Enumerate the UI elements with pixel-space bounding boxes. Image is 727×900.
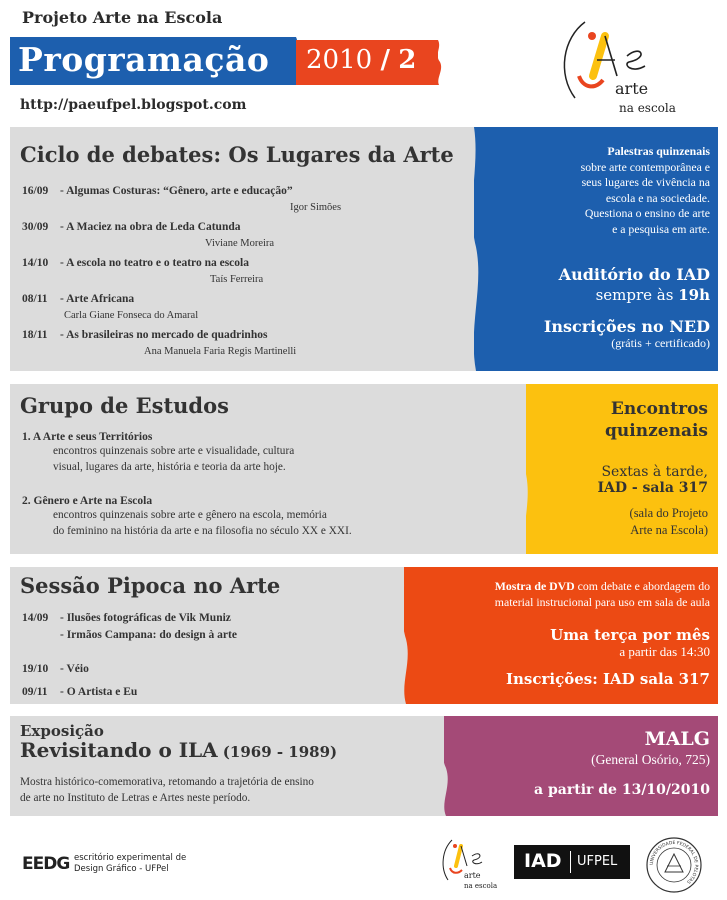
pipoca-event xyxy=(22,686,402,703)
ciclo-side-line: e a pesquisa em arte. xyxy=(612,221,710,236)
ciclo-side-line: Questiona o ensino de arte xyxy=(584,206,710,220)
expo-date: a partir de 13/10/2010 xyxy=(534,782,710,798)
grupo-item-title: 1. A Arte e seus Territórios xyxy=(22,431,153,443)
pipoca-side-line1 xyxy=(418,578,710,594)
expo-title-line xyxy=(20,738,337,762)
event-date: 14/09 xyxy=(22,612,49,624)
ciclo-event xyxy=(22,257,472,293)
iad-text: IAD xyxy=(524,850,562,872)
pipoca-freq: Uma terça por mês xyxy=(550,626,710,644)
event-title: - Ilusões fotográficas de Vik Muniz xyxy=(60,612,231,624)
grupo-side-text xyxy=(540,398,708,539)
ciclo-signup-note: (grátis + certificado) xyxy=(611,336,710,350)
grupo-side-note1: (sala do Projeto xyxy=(629,506,708,520)
project-name: Projeto Arte na Escola xyxy=(22,8,223,27)
footer-logo-na-escola: na escola xyxy=(464,882,498,890)
grupo-wave xyxy=(512,384,536,554)
year-banner-wave xyxy=(432,40,446,85)
year-value: 2010 xyxy=(306,45,373,75)
event-title: - A escola no teatro e o teatro na escola xyxy=(60,257,249,269)
blog-url-link[interactable]: http://paeufpel.blogspot.com xyxy=(20,97,247,113)
grupo-item xyxy=(22,495,512,539)
ciclo-side-line: sobre arte contemporânea e xyxy=(580,159,710,174)
ciclo-event xyxy=(22,329,472,365)
arte-na-escola-logo xyxy=(545,14,700,124)
event-date: 16/09 xyxy=(22,185,49,197)
event-date: 14/10 xyxy=(22,257,49,269)
grupo-item-line: visual, lugares da arte, história e teoria da arte hoje. xyxy=(53,461,286,473)
ciclo-time-prefix: sempre às xyxy=(595,286,674,304)
ciclo-time-line xyxy=(488,286,710,304)
pipoca-event xyxy=(22,663,402,686)
event-speaker: Carla Giane Fonseca do Amaral xyxy=(64,310,199,321)
event-date: 30/09 xyxy=(22,221,49,233)
pipoca-signup: Inscrições: IAD sala 317 xyxy=(506,670,710,688)
grupo-side-when: Sextas à tarde, xyxy=(601,464,708,480)
pipoca-event xyxy=(22,629,402,663)
expo-years: (1969 - 1989) xyxy=(222,743,338,761)
ufpel-text: UFPEL xyxy=(577,854,618,869)
event-title: - Arte Africana xyxy=(60,293,135,305)
ciclo-event xyxy=(22,221,472,257)
expo-address: (General Osório, 725) xyxy=(591,752,710,767)
pipoca-side-bold: Mostra de DVD xyxy=(494,579,575,593)
grupo-item-line: encontros quinzenais sobre arte e visualidade, cultura xyxy=(53,445,295,457)
pipoca-side-line2: material instrucional para uso em sala de aula xyxy=(494,595,710,609)
ciclo-title: Ciclo de debates: Os Lugares da Arte xyxy=(20,142,454,167)
grupo-item-line: encontros quinzenais sobre arte e gênero na escola, memória xyxy=(53,509,327,521)
logo-text-na-escola: na escola xyxy=(619,101,676,115)
ciclo-time: 19h xyxy=(678,286,710,304)
ciclo-venue: Auditório do IAD xyxy=(558,265,710,284)
grupo-item-line: do feminino na história da arte e na filosofia no século XX e XXI. xyxy=(53,525,352,537)
pipoca-side-schedule xyxy=(418,626,710,688)
event-title: - O Artista e Eu xyxy=(60,686,138,698)
pipoca-event-list xyxy=(22,612,402,703)
event-speaker: Taís Ferreira xyxy=(210,274,264,285)
grupo-side-note2: Arte na Escola) xyxy=(630,523,708,537)
footer-logo-arte: arte xyxy=(464,871,481,880)
ciclo-venue-block xyxy=(488,265,710,351)
grupo-side-where: IAD - sala 317 xyxy=(597,480,708,496)
expo-desc-line: de arte no Instituto de Letras e Artes neste período. xyxy=(20,792,251,804)
event-date: 18/11 xyxy=(22,329,48,341)
ciclo-event xyxy=(22,293,472,329)
expo-wave xyxy=(432,716,456,816)
eedg-line2: Design Gráfico - UFPel xyxy=(74,864,169,874)
event-speaker: Viviane Moreira xyxy=(205,238,275,249)
event-title: - A Maciez na obra de Leda Catunda xyxy=(60,221,241,233)
expo-venue: MALG xyxy=(644,728,710,750)
pipoca-event xyxy=(22,612,402,629)
event-title: - Irmãos Campana: do design à arte xyxy=(60,629,237,641)
grupo-side-heading1: Encontros xyxy=(610,399,708,419)
logo-text-arte: arte xyxy=(615,79,649,98)
expo-title: Revisitando o ILA xyxy=(20,738,218,762)
grupo-side-heading2: quinzenais xyxy=(605,421,708,441)
expo-desc-line: Mostra histórico-comemorativa, retomando a trajetória de ensino xyxy=(20,776,314,788)
ciclo-signup: Inscrições no NED xyxy=(543,317,710,336)
pipoca-side-desc xyxy=(418,578,710,610)
programacao-title: Programação xyxy=(18,40,270,79)
event-speaker: Ana Manuela Faria Regis Martinelli xyxy=(144,346,297,357)
event-date: 09/11 xyxy=(22,686,48,698)
grupo-title: Grupo de Estudos xyxy=(20,393,229,418)
event-title: - Algumas Costuras: “Gênero, arte e educação” xyxy=(60,185,293,197)
year-semester xyxy=(306,45,416,75)
seal-text: UNIVERSIDADE FEDERAL DE PELOTAS xyxy=(649,840,699,885)
pipoca-title: Sessão Pipoca no Arte xyxy=(20,573,281,598)
iad-divider xyxy=(570,851,571,873)
arte-na-escola-footer-logo xyxy=(436,836,498,892)
event-date: 08/11 xyxy=(22,293,48,305)
event-date: 19/10 xyxy=(22,663,49,675)
ciclo-side-text xyxy=(488,144,710,237)
grupo-item-title: 2. Gênero e Arte na Escola xyxy=(22,495,153,507)
iad-ufpel-logo xyxy=(514,845,630,879)
event-title: - Véio xyxy=(60,663,89,675)
expo-label: Exposição xyxy=(20,722,104,740)
ciclo-side-line: seus lugares de vivência na xyxy=(581,175,710,189)
expo-side-text xyxy=(460,728,710,798)
semester-value: 2 xyxy=(398,45,417,75)
eedg-line1: escritório experimental de xyxy=(74,853,187,863)
ciclo-side-heading: Palestras quinzenais xyxy=(607,144,710,158)
eedg-mark: EEDG xyxy=(22,854,70,874)
ciclo-event xyxy=(22,185,472,221)
grupo-item xyxy=(22,431,512,475)
pipoca-side-line1-rest: com debate e abordagem do xyxy=(577,579,710,593)
event-title: - As brasileiras no mercado de quadrinhos xyxy=(60,329,268,341)
ciclo-event-list xyxy=(22,185,472,365)
pipoca-from: a partir das 14:30 xyxy=(619,644,710,659)
year-slash: / xyxy=(380,45,390,75)
ufpel-seal xyxy=(645,836,703,894)
event-speaker: Igor Simões xyxy=(290,202,342,213)
expo-desc xyxy=(20,774,314,806)
ciclo-side-line: escola e na sociedade. xyxy=(605,190,710,205)
